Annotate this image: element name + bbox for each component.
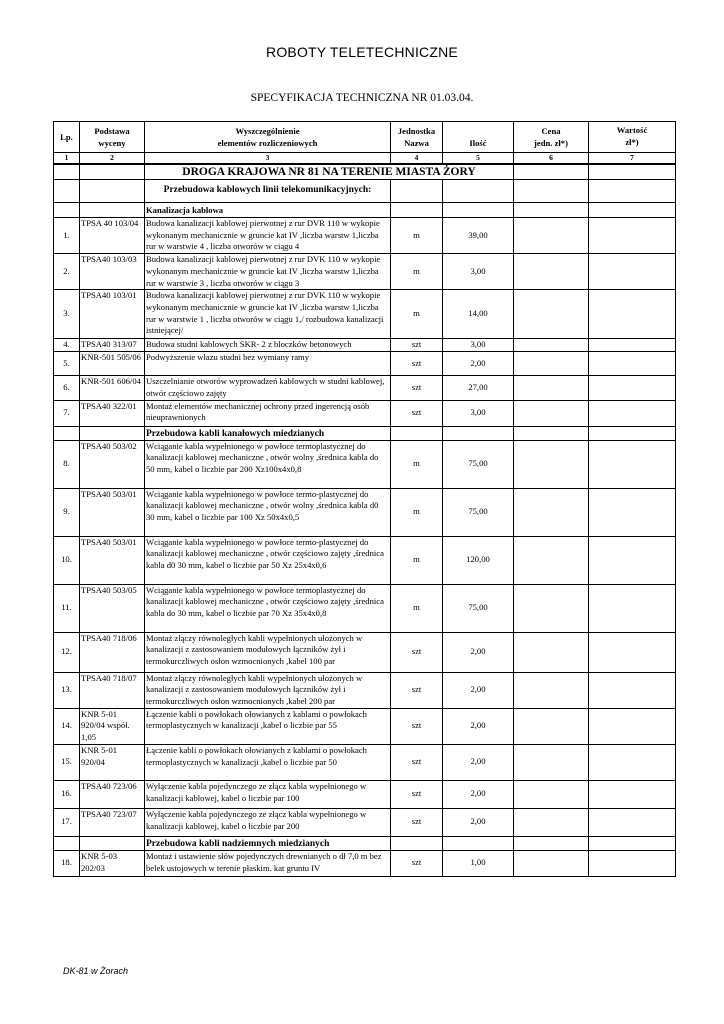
row-price — [514, 339, 589, 352]
col-number: 3 — [145, 153, 391, 165]
col-number: 2 — [80, 153, 145, 165]
header-desc-line1: Wyszczególnienie — [235, 126, 300, 136]
row-unit: m — [391, 290, 443, 339]
row-unit: szt — [391, 672, 443, 708]
header-unit-group: Jednostka — [397, 126, 436, 136]
row-description: Budowa studni kablowych SKR- 2 z bloczków betonowych — [145, 339, 391, 352]
row-description: Budowa kanalizacji kablowej pierwotnej z rur DVK 110 w wykopie wykonanym mechanicznie w gruncie kat IV ,liczba warstw 1,liczba rur w warstwie 3 , liczba otworów w ciągu 3 — [145, 254, 391, 290]
table-row — [54, 352, 676, 376]
header-value — [589, 122, 676, 153]
row-value — [589, 400, 676, 426]
row-qty: 75,00 — [443, 440, 514, 488]
row-price — [514, 850, 589, 876]
row-price — [514, 708, 589, 744]
row-lp: 3. — [54, 290, 80, 339]
row-lp: 15. — [54, 744, 80, 780]
row-price — [514, 536, 589, 584]
row-qty: 3,00 — [443, 400, 514, 426]
row-price — [514, 352, 589, 376]
row-lp: 7. — [54, 400, 80, 426]
col-number: 4 — [391, 153, 443, 165]
row-unit: szt — [391, 376, 443, 400]
header-value-line1: Wartość — [616, 125, 648, 135]
row-value — [589, 440, 676, 488]
row-price — [514, 632, 589, 672]
row-lp: 12. — [54, 632, 80, 672]
row-lp: 16. — [54, 780, 80, 808]
table-row — [54, 584, 676, 632]
row-price — [514, 254, 589, 290]
row-basis: KNR 5-01 920/04 współ. 1,05 — [80, 708, 145, 744]
row-description: Wciąganie kabla wypełnionego w powłoce termo-plastycznej do kanalizacji kablowej mechaniczne , otwór wolny ,średnica kabla d0 30 mm, kabel o liczbie par 100 Xz 50x4x0,5 — [145, 488, 391, 536]
row-basis: KNR 5-03 202/03 — [80, 850, 145, 876]
row-basis: TPSA40 503/01 — [80, 536, 145, 584]
table-row — [54, 536, 676, 584]
row-lp: 8. — [54, 440, 80, 488]
row-qty: 2,00 — [443, 744, 514, 780]
row-basis: TPSA40 503/02 — [80, 440, 145, 488]
col-number: 6 — [514, 153, 589, 165]
category-row — [54, 203, 676, 218]
row-description: Budowa kanalizacji kablowej pierwotnej z rur DVK 110 w wykopie wykonanym mechanicznie w gruncie kat IV ,liczba warstw 1,liczba rur w warstwie 1 , liczba otworów w ciągu 1,/ rozbudowa kanalizacji istniejącej/ — [145, 290, 391, 339]
row-basis: TPSA40 503/05 — [80, 584, 145, 632]
row-qty: 2,00 — [443, 632, 514, 672]
specification-table — [53, 121, 676, 877]
row-description: Wyłączenie kabla pojedynczego ze złącz kabla wypełnionego w kanalizacji kablowej, kabel o liczbie par 200 — [145, 808, 391, 836]
table-row — [54, 632, 676, 672]
row-qty: 3,00 — [443, 339, 514, 352]
header-price-line2: jedn. zł*) — [534, 138, 568, 148]
row-description: Wciąganie kabla wypełnionego w powłoce termo-plastycznej do kanalizacji kablowej mechaniczne , otwór częściowo zajęty ,średnica kabla d0 30 mm, kabel o liczbie par 50 Xz 25x4x0,6 — [145, 536, 391, 584]
header-qty — [443, 122, 514, 153]
category-title: Przebudowa kabli nadziemnych miedzianych — [145, 836, 391, 850]
header-basis-line2: wyceny — [98, 138, 126, 148]
row-value — [589, 536, 676, 584]
row-unit: m — [391, 218, 443, 254]
table-row — [54, 376, 676, 400]
row-unit: szt — [391, 352, 443, 376]
row-lp: 2. — [54, 254, 80, 290]
row-price — [514, 780, 589, 808]
table-row — [54, 780, 676, 808]
row-value — [589, 808, 676, 836]
section-title: DROGA KRAJOWA NR 81 NA TERENIE MIASTA ŻORY — [145, 164, 514, 180]
row-qty: 27,00 — [443, 376, 514, 400]
row-price — [514, 808, 589, 836]
row-qty: 120,00 — [443, 536, 514, 584]
row-price — [514, 218, 589, 254]
category-title: Kanalizacja kablowa — [145, 203, 391, 218]
row-value — [589, 488, 676, 536]
row-description: Wyłączenie kabla pojedynczego ze złącz kabla wypełnionego w kanalizacji kablowej, kabel o liczbie par 100 — [145, 780, 391, 808]
header-unit-name: Nazwa — [404, 138, 429, 148]
row-price — [514, 290, 589, 339]
row-price — [514, 584, 589, 632]
row-price — [514, 440, 589, 488]
row-value — [589, 584, 676, 632]
header-price — [514, 122, 589, 153]
row-qty: 2,00 — [443, 672, 514, 708]
subsection-row — [54, 180, 676, 203]
table-row — [54, 708, 676, 744]
row-value — [589, 254, 676, 290]
row-qty: 2,00 — [443, 352, 514, 376]
header-lp: Lp. — [54, 122, 80, 153]
category-title: Przebudowa kabli kanałowych miedzianych — [145, 426, 391, 440]
row-unit: m — [391, 254, 443, 290]
row-value — [589, 352, 676, 376]
table-row — [54, 850, 676, 876]
row-unit: szt — [391, 850, 443, 876]
row-value — [589, 744, 676, 780]
row-qty: 2,00 — [443, 780, 514, 808]
row-description: Łączenie kabli o powłokach ołowianych z kablami o powłokach termoplastycznych w kanalizacji ,kabel o liczbie par 50 — [145, 744, 391, 780]
row-value — [589, 672, 676, 708]
row-qty: 3,00 — [443, 254, 514, 290]
row-description: Wciąganie kabla wypełnionego w powłoce termoplastycznej do kanalizacji kablowej mechaniczne , otwór częściowo zajęty ,średnica kabla do 30 mm, kabel o liczbie par 70 Xz 35x4x0,8 — [145, 584, 391, 632]
row-basis: TPSA 40 103/04 — [80, 218, 145, 254]
row-lp: 6. — [54, 376, 80, 400]
table-row — [54, 339, 676, 352]
row-lp: 11. — [54, 584, 80, 632]
row-price — [514, 400, 589, 426]
col-number: 5 — [443, 153, 514, 165]
row-basis: TPSA40 103/03 — [80, 254, 145, 290]
row-lp: 13. — [54, 672, 80, 708]
row-description: Montaż złączy równoległych kabli wypełnionych ułożonych w kanalizacji z zastosowaniem modułowych łączników żył i termokurczliwych osłon wzmocnionych ,kabel 100 par — [145, 632, 391, 672]
row-lp: 4. — [54, 339, 80, 352]
row-value — [589, 632, 676, 672]
header-unit — [391, 122, 443, 153]
document-title: ROBOTY TELETECHNICZNE — [266, 44, 458, 60]
header-basis — [80, 122, 145, 153]
row-description: Wciąganie kabla wypełnionego w powłoce termoplastycznej do kanalizacji kablowej mechaniczne , otwór wolny ,średnica kabla do 50 mm, kabel o liczbie par 200 Xz100x4x0,8 — [145, 440, 391, 488]
row-basis: TPSA40 718/06 — [80, 632, 145, 672]
row-description: Łączenie kabli o powłokach ołowianych z kablami o powłokach termoplastycznych w kanalizacji ,kabel o liczbie par 55 — [145, 708, 391, 744]
header-description — [145, 122, 391, 153]
row-basis: TPSA40 723/06 — [80, 780, 145, 808]
row-unit: m — [391, 440, 443, 488]
table-header-row — [54, 122, 676, 153]
row-qty: 2,00 — [443, 708, 514, 744]
row-value — [589, 850, 676, 876]
table-row — [54, 218, 676, 254]
row-unit: szt — [391, 400, 443, 426]
row-qty: 75,00 — [443, 488, 514, 536]
row-price — [514, 672, 589, 708]
header-qty-label: Ilość — [469, 138, 487, 148]
table-row — [54, 254, 676, 290]
row-lp: 17. — [54, 808, 80, 836]
row-unit: m — [391, 536, 443, 584]
col-number: 7 — [589, 153, 676, 165]
table-row — [54, 744, 676, 780]
row-lp: 10. — [54, 536, 80, 584]
row-qty: 2,00 — [443, 808, 514, 836]
table-row — [54, 488, 676, 536]
row-unit: szt — [391, 708, 443, 744]
row-basis: KNR-501 606/04 — [80, 376, 145, 400]
row-basis: KNR 5-01 920/04 — [80, 744, 145, 780]
spec-subtitle: SPECYFIKACJA TECHNICZNA NR 01.03.04. — [250, 92, 474, 104]
row-value — [589, 780, 676, 808]
row-description: Montaż elementów mechanicznej ochrony przed ingerencją osób nieuprawnionych — [145, 400, 391, 426]
row-price — [514, 744, 589, 780]
row-lp: 1. — [54, 218, 80, 254]
row-lp: 5. — [54, 352, 80, 376]
col-number: 1 — [54, 153, 80, 165]
row-basis: KNR-501 505/06 — [80, 352, 145, 376]
row-value — [589, 339, 676, 352]
row-unit: szt — [391, 744, 443, 780]
category-row — [54, 836, 676, 850]
row-description: Montaż i ustawienie słów pojedynczych drewnianych o dł 7,0 m bez belek ustojowych w terenie płaskim. kat gruntu IV — [145, 850, 391, 876]
row-value — [589, 218, 676, 254]
header-price-line1: Cena — [541, 126, 561, 136]
subsection-title: Przebudowa kablowych linii telekomunikacyjnych: — [145, 180, 391, 203]
table-row — [54, 672, 676, 708]
table-row — [54, 440, 676, 488]
row-qty: 39,00 — [443, 218, 514, 254]
row-unit: m — [391, 488, 443, 536]
row-qty: 75,00 — [443, 584, 514, 632]
row-unit: szt — [391, 632, 443, 672]
row-lp: 9. — [54, 488, 80, 536]
row-value — [589, 708, 676, 744]
table-row — [54, 290, 676, 339]
table-row — [54, 808, 676, 836]
row-basis: TPSA40 723/07 — [80, 808, 145, 836]
row-value — [589, 376, 676, 400]
column-number-row — [54, 153, 676, 165]
row-unit: m — [391, 584, 443, 632]
row-price — [514, 488, 589, 536]
section-row — [54, 164, 676, 180]
row-basis: TPSA40 313/07 — [80, 339, 145, 352]
row-qty: 1,00 — [443, 850, 514, 876]
row-basis: TPSA40 322/01 — [80, 400, 145, 426]
row-basis: TPSA40 503/01 — [80, 488, 145, 536]
header-basis-line1: Podstawa — [94, 126, 130, 136]
row-lp: 14. — [54, 708, 80, 744]
header-value-line2: zł*) — [625, 137, 639, 147]
table-row — [54, 400, 676, 426]
row-unit: szt — [391, 780, 443, 808]
row-unit: szt — [391, 808, 443, 836]
header-desc-line2: elementów rozliczeniowych — [217, 138, 318, 148]
row-lp: 18. — [54, 850, 80, 876]
category-row — [54, 426, 676, 440]
row-unit: szt — [391, 339, 443, 352]
row-description: Podwyższenie włazu studni bez wymiany ramy — [145, 352, 391, 376]
row-basis: TPSA40 718/07 — [80, 672, 145, 708]
row-description: Budowa kanalizacji kablowej pierwotnej z rur DVR 110 w wykopie wykonanym mechanicznie w gruncie kat IV ,liczba warstw 1,liczba rur w warstwie 4 , liczba otworów w ciągu 4 — [145, 218, 391, 254]
row-description: Montaż złączy równoległych kabli wypełnionych ułożonych w kanalizacji z zastosowaniem modułowych łączników żył i termokurczliwych osłon wzmocnionych ,kabel 200 par — [145, 672, 391, 708]
row-qty: 14,00 — [443, 290, 514, 339]
row-value — [589, 290, 676, 339]
row-description: Uszczelnianie otworów wyprowadzeń kablowych w studni kablowej, otwór częściowo zajęty — [145, 376, 391, 400]
row-basis: TPSA40 103/01 — [80, 290, 145, 339]
row-price — [514, 376, 589, 400]
page-footer: DK-81 w Żorach — [63, 966, 129, 976]
